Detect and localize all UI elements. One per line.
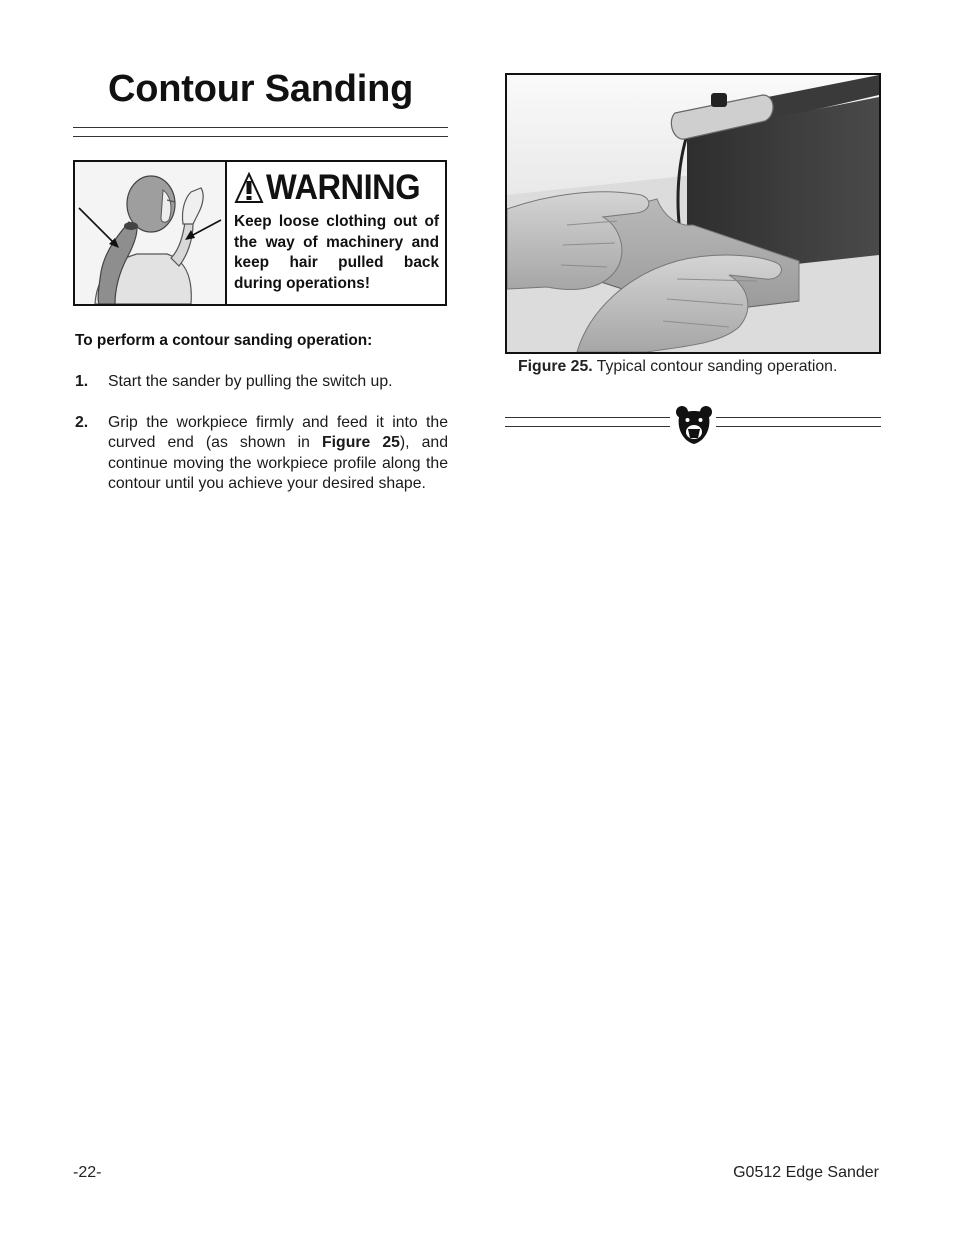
figure-reference: Figure 25 bbox=[322, 434, 400, 452]
footer-product-name: G0512 Edge Sander bbox=[733, 1164, 879, 1181]
divider-right bbox=[716, 417, 881, 427]
step-1 bbox=[75, 372, 448, 392]
figure-caption: Figure 25. Typical contour sanding operation. bbox=[518, 358, 838, 375]
title-divider bbox=[73, 127, 448, 137]
grizzly-bear-icon bbox=[675, 405, 713, 445]
step-number: 1. bbox=[75, 373, 89, 390]
warning-triangle-icon bbox=[234, 172, 264, 204]
page-title: Contour Sanding bbox=[108, 68, 414, 110]
step-text: Grip the workpiece firmly and feed it into the curved end (as shown in Figure 25), and continue moving the workpiece profile along the contour until you achieve your desired shape. bbox=[108, 414, 448, 492]
figure-label: Figure 25. bbox=[518, 358, 593, 375]
page-number: -22- bbox=[73, 1164, 102, 1181]
step-number: 2. bbox=[75, 414, 89, 431]
step-text: Start the sander by pulling the switch up. bbox=[108, 373, 393, 390]
warning-message: Keep loose clothing out of the way of machinery and keep hair pulled back during operations! bbox=[234, 213, 439, 292]
procedure-heading: To perform a contour sanding operation: bbox=[75, 332, 373, 349]
section-end-divider bbox=[505, 405, 881, 445]
figure-photo bbox=[505, 73, 881, 354]
step-2 bbox=[75, 413, 448, 494]
warning-box bbox=[73, 160, 447, 306]
hair-safety-illustration bbox=[75, 162, 227, 304]
divider-left bbox=[505, 417, 670, 427]
warning-label: WARNING bbox=[266, 168, 421, 207]
